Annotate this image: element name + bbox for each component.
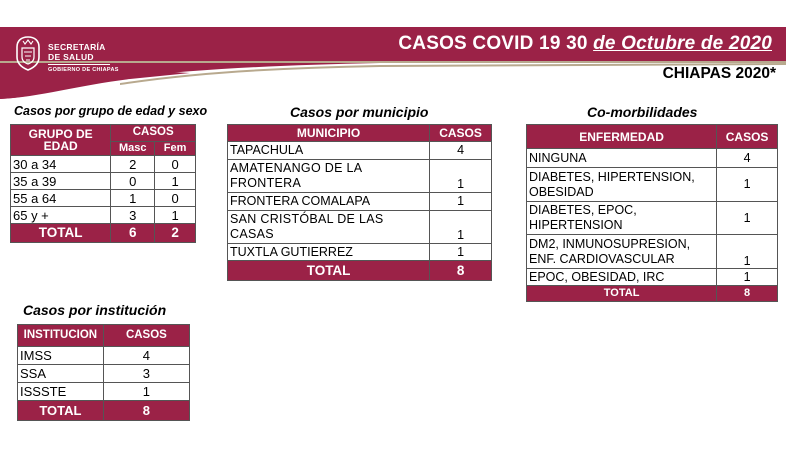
table-row xyxy=(527,149,778,168)
total-label: TOTAL xyxy=(18,401,104,421)
institucion-name: IMSS xyxy=(18,347,104,365)
total-row xyxy=(11,224,196,243)
comorb-cases: 1 xyxy=(717,202,778,235)
institucion-cases: 4 xyxy=(103,347,189,365)
logo-line-1: SECRETARÍA xyxy=(48,42,106,52)
table-row xyxy=(18,365,190,383)
col-header-cases: CASOS xyxy=(717,125,778,149)
municipio-cases: 4 xyxy=(430,142,492,160)
institucion-name: ISSSTE xyxy=(18,383,104,401)
total-row xyxy=(18,401,190,421)
age-group-cell: 65 y + xyxy=(11,207,111,224)
municipio-cases: 1 xyxy=(430,193,492,211)
chiapas-seal-icon xyxy=(14,35,42,71)
col-header-fem: Fem xyxy=(155,142,196,156)
age-group-cell: 35 a 39 xyxy=(11,173,111,190)
masc-cell: 1 xyxy=(111,190,155,207)
table-row xyxy=(228,193,492,211)
comorb-cases: 1 xyxy=(717,168,778,202)
masc-cell: 2 xyxy=(111,156,155,173)
table-row xyxy=(11,156,196,173)
page-title-date: de Octubre de 2020 xyxy=(593,33,772,54)
table-row xyxy=(18,383,190,401)
comorb-title: Co-morbilidades xyxy=(587,104,698,120)
comorb-cases: 1 xyxy=(717,235,778,269)
municipio-table xyxy=(227,124,492,281)
col-header-municipio: MUNICIPIO xyxy=(228,125,430,142)
total-value: 8 xyxy=(717,286,778,302)
table-row xyxy=(527,168,778,202)
institucion-table xyxy=(17,324,190,421)
table-row xyxy=(18,347,190,365)
total-row xyxy=(228,261,492,281)
municipio-cases: 1 xyxy=(430,160,492,193)
table-row xyxy=(11,190,196,207)
municipio-cases: 1 xyxy=(430,244,492,261)
comorb-name: EPOC, OBESIDAD, IRC xyxy=(527,269,717,286)
table-row xyxy=(527,235,778,269)
page-title-prefix: CASOS COVID 19 30 xyxy=(398,33,588,54)
table-row xyxy=(228,244,492,261)
comorb-name: NINGUNA xyxy=(527,149,717,168)
comorb-cases: 4 xyxy=(717,149,778,168)
total-row xyxy=(527,286,778,302)
table-row xyxy=(228,142,492,160)
comorb-cases: 1 xyxy=(717,269,778,286)
municipio-name: FRONTERA COMALAPA xyxy=(228,193,430,211)
table-row xyxy=(527,202,778,235)
municipio-name: TAPACHULA xyxy=(228,142,430,160)
municipio-name: AMATENANGO DE LA FRONTERA xyxy=(228,160,430,193)
fem-cell: 0 xyxy=(155,190,196,207)
institucion-cases: 1 xyxy=(103,383,189,401)
page-subtitle: CHIAPAS 2020* xyxy=(662,65,776,82)
col-header-cases: CASOS xyxy=(103,325,189,347)
col-header-cases: CASOS xyxy=(430,125,492,142)
age-group-cell: 30 a 34 xyxy=(11,156,111,173)
total-label: TOTAL xyxy=(527,286,717,302)
col-header-masc: Masc xyxy=(111,142,155,156)
col-header-institucion: INSTITUCION xyxy=(18,325,104,347)
fem-cell: 1 xyxy=(155,207,196,224)
institucion-cases: 3 xyxy=(103,365,189,383)
age-group-cell: 55 a 64 xyxy=(11,190,111,207)
masc-cell: 0 xyxy=(111,173,155,190)
total-label: TOTAL xyxy=(11,224,111,243)
table-row xyxy=(11,207,196,224)
logo-line-3: GOBIERNO DE CHIAPAS xyxy=(48,67,119,73)
comorb-table xyxy=(526,124,778,302)
table-row xyxy=(527,269,778,286)
fem-cell: 0 xyxy=(155,156,196,173)
header-banner xyxy=(0,27,786,99)
institucion-title: Casos por institución xyxy=(23,302,167,318)
total-masc: 6 xyxy=(111,224,155,243)
municipio-name: TUXTLA GUTIERREZ xyxy=(228,244,430,261)
table-row xyxy=(11,173,196,190)
municipio-cases: 1 xyxy=(430,211,492,244)
table-row xyxy=(228,211,492,244)
municipio-name: SAN CRISTÓBAL DE LAS CASAS xyxy=(228,211,430,244)
page-title xyxy=(398,33,772,55)
total-label: TOTAL xyxy=(228,261,430,281)
institucion-name: SSA xyxy=(18,365,104,383)
col-header-enfermedad: ENFERMEDAD xyxy=(527,125,717,149)
total-value: 8 xyxy=(103,401,189,421)
municipio-title: Casos por municipio xyxy=(290,104,429,120)
total-fem: 2 xyxy=(155,224,196,243)
comorb-name: DIABETES, HIPERTENSION, OBESIDAD xyxy=(527,168,717,202)
col-header-group: GRUPO DE EDAD xyxy=(11,125,111,156)
total-value: 8 xyxy=(430,261,492,281)
logo-line-2: DE SALUD xyxy=(48,52,94,62)
comorb-name: DM2, INMUNOSUPRESION, ENF. CARDIOVASCULAR xyxy=(527,235,717,269)
age-sex-title: Casos por grupo de edad y sexo xyxy=(14,104,208,118)
col-header-cases: CASOS xyxy=(111,125,196,142)
logo-divider xyxy=(48,64,110,65)
fem-cell: 1 xyxy=(155,173,196,190)
secretaria-salud-logo xyxy=(14,35,132,79)
comorb-name: DIABETES, EPOC, HIPERTENSION xyxy=(527,202,717,235)
age-sex-table xyxy=(10,124,196,243)
masc-cell: 3 xyxy=(111,207,155,224)
table-row xyxy=(228,160,492,193)
